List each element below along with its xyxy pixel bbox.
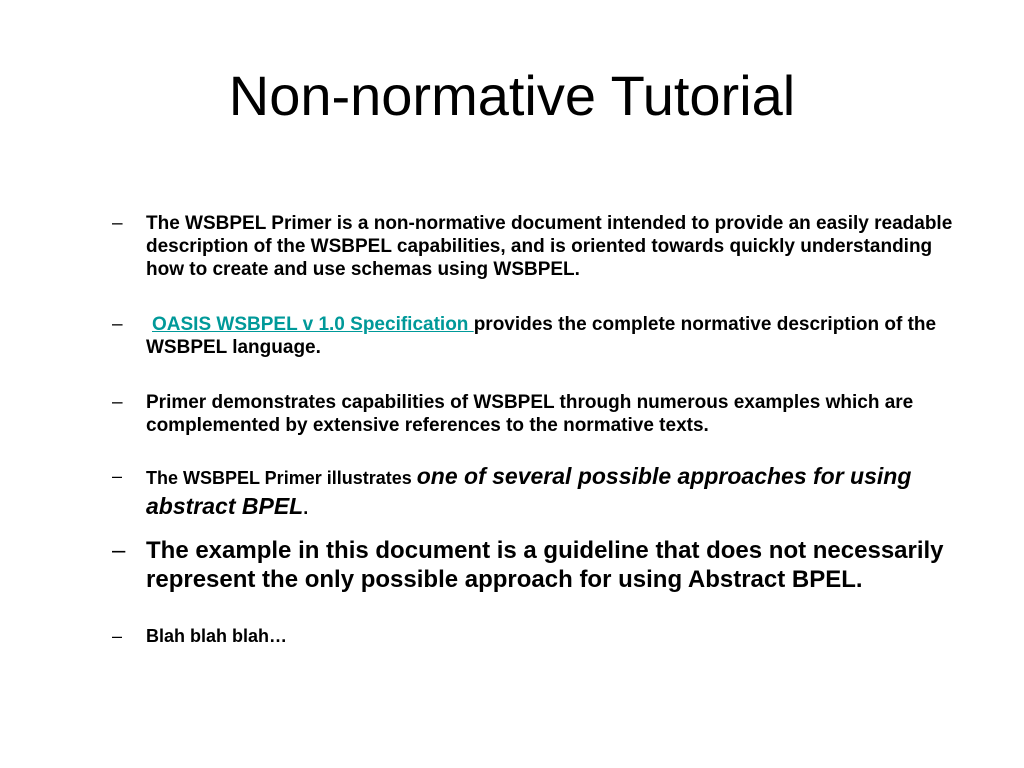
bullet-marker: – [112,314,123,335]
bullet-text: provides the complete normative description of the WSBPEL language. [146,314,937,358]
bullet-marker: – [112,626,123,646]
bullet-list [112,212,962,647]
bullet-marker: – [112,213,123,234]
bullet-item-capabilities [112,391,962,437]
bullet-text: Primer demonstrates capabilities of WSBPEL through numerous examples which are complemented by extensive references to the normative texts. [146,392,914,436]
bullet-item-specification [112,313,962,359]
bullet-item-guideline [112,536,962,594]
bullet-text-end: . [303,498,309,518]
bullet-text: The WSBPEL Primer is a non-normative document intended to provide an easily readable description of the WSBPEL capabilities, and is oriented towards quickly understanding how to create and use schemas using WSBPEL. [146,213,953,280]
bullet-item-primer-description [112,212,962,281]
bullet-text: The WSBPEL Primer illustrates [146,468,417,488]
bullet-marker: – [112,537,126,564]
bullet-text: Blah blah blah… [146,626,288,646]
slide-title: Non-normative Tutorial [228,64,796,127]
bullet-item-blah [112,625,962,647]
bullet-marker: – [112,466,123,486]
specification-link[interactable]: OASIS WSBPEL v 1.0 Specification [152,314,474,335]
bullet-text: The example in this document is a guideline that does not necessarily represent the only possible approach for using Abstract BPEL. [146,537,944,593]
bullet-emphasis: one of several possible approaches for using abstract BPEL [146,463,912,519]
bullet-item-approaches [112,462,962,522]
bullet-marker: – [112,392,123,413]
